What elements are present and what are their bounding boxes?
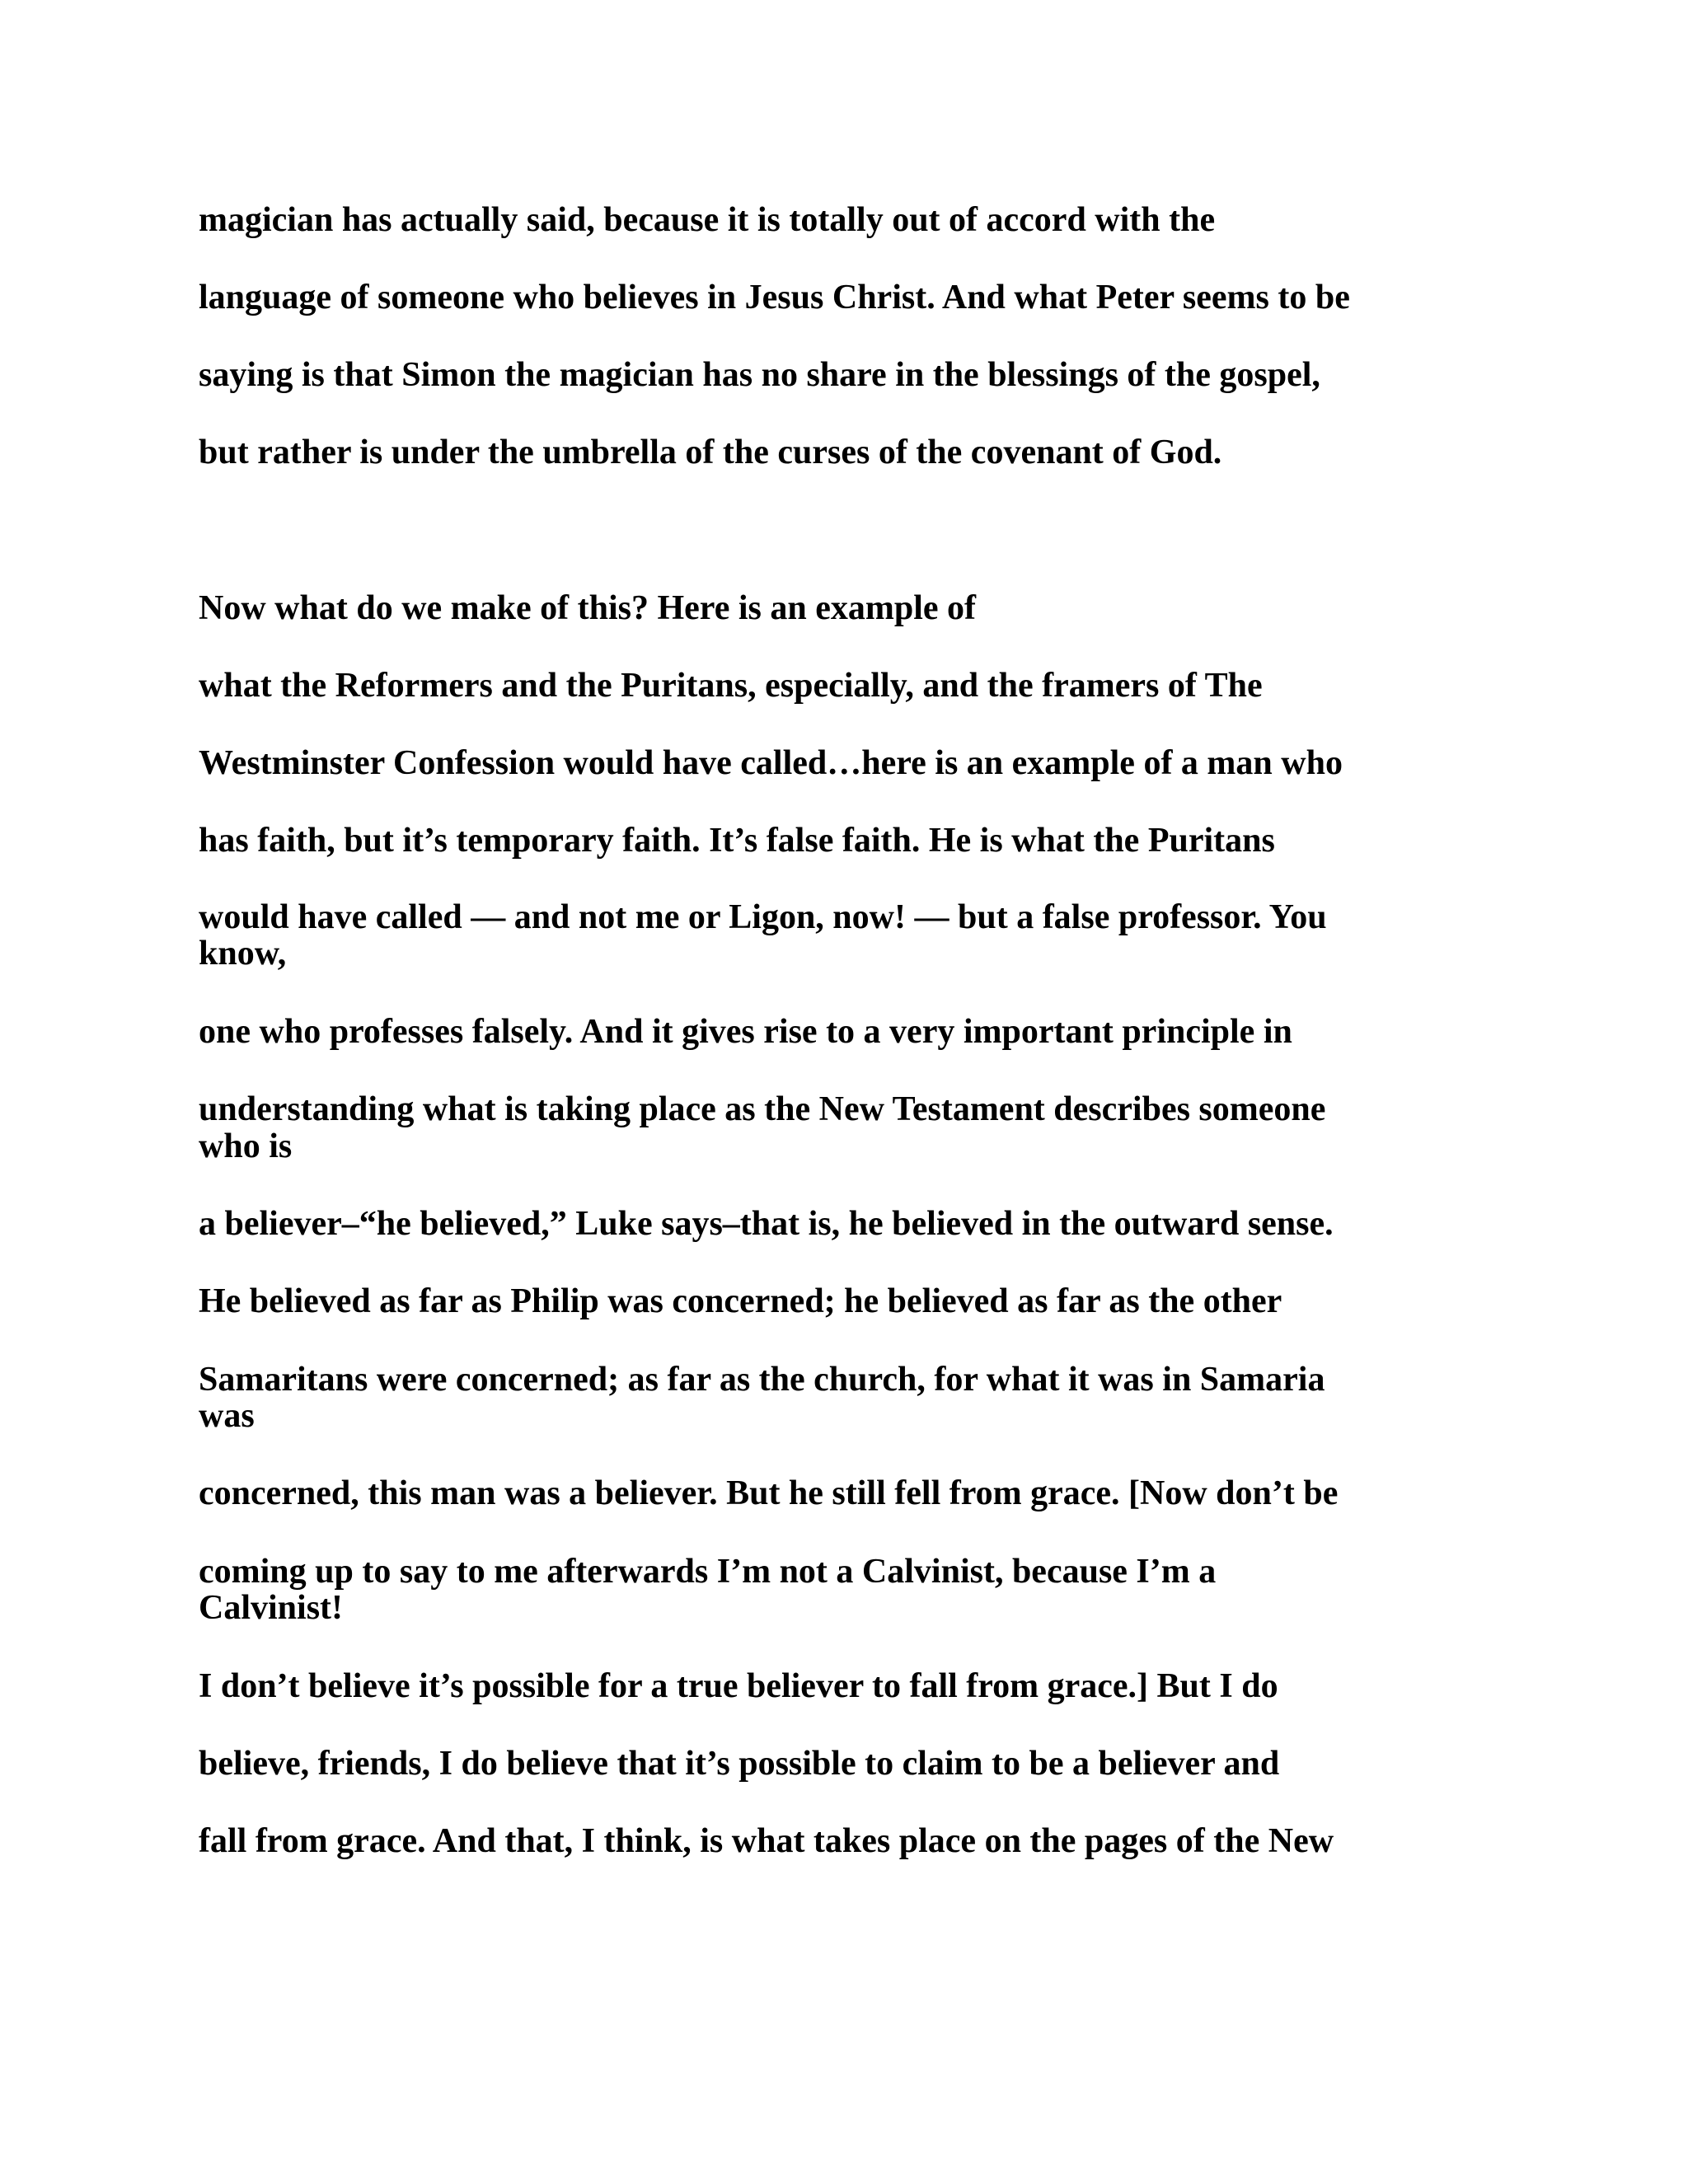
text-line-4: but rather is under the umbrella of the curses of the covenant of God.	[199, 434, 1222, 471]
text-line-22: believe, friends, I do believe that it’s possible to claim to be a believer and	[199, 1745, 1280, 1783]
text-line-7: Westminster Confession would have called…here is an example of a man who	[199, 744, 1343, 782]
text-line-8: has faith, but it’s temporary faith. It’s false faith. He is what the Puritans	[199, 822, 1275, 860]
text-line-17: was	[199, 1397, 255, 1435]
text-line-21: I don’t believe it’s possible for a true believer to fall from grace.] But I do	[199, 1667, 1278, 1705]
text-line-15: He believed as far as Philip was concerned; he believed as far as the other	[199, 1282, 1282, 1320]
text-line-20: Calvinist!	[199, 1589, 344, 1627]
text-line-3: saying is that Simon the magician has no share in the blessings of the gospel,	[199, 356, 1320, 394]
text-line-16: Samaritans were concerned; as far as the church, for what it was in Samaria	[199, 1361, 1325, 1399]
text-line-1: magician has actually said, because it is totally out of accord with the	[199, 201, 1216, 239]
text-line-23: fall from grace. And that, I think, is what takes place on the pages of the New	[199, 1822, 1334, 1860]
text-line-11: one who professes falsely. And it gives rise to a very important principle in	[199, 1013, 1292, 1051]
text-line-13: who is	[199, 1127, 293, 1165]
text-line-2: language of someone who believes in Jesus Christ. And what Peter seems to be	[199, 279, 1350, 316]
text-line-19: coming up to say to me afterwards I’m not a Calvinist, because I’m a	[199, 1553, 1217, 1591]
text-line-10: know,	[199, 935, 287, 972]
text-line-5: Now what do we make of this? Here is an example of	[199, 589, 976, 627]
text-line-14: a believer–“he believed,” Luke says–that is, he believed in the outward sense.	[199, 1205, 1334, 1243]
text-line-9: would have called — and not me or Ligon, now! — but a false professor. You	[199, 898, 1327, 936]
text-line-6: what the Reformers and the Puritans, especially, and the framers of The	[199, 667, 1263, 705]
text-line-12: understanding what is taking place as the New Testament describes someone	[199, 1090, 1326, 1128]
text-line-18: concerned, this man was a believer. But he still fell from grace. [Now don’t be	[199, 1474, 1339, 1512]
